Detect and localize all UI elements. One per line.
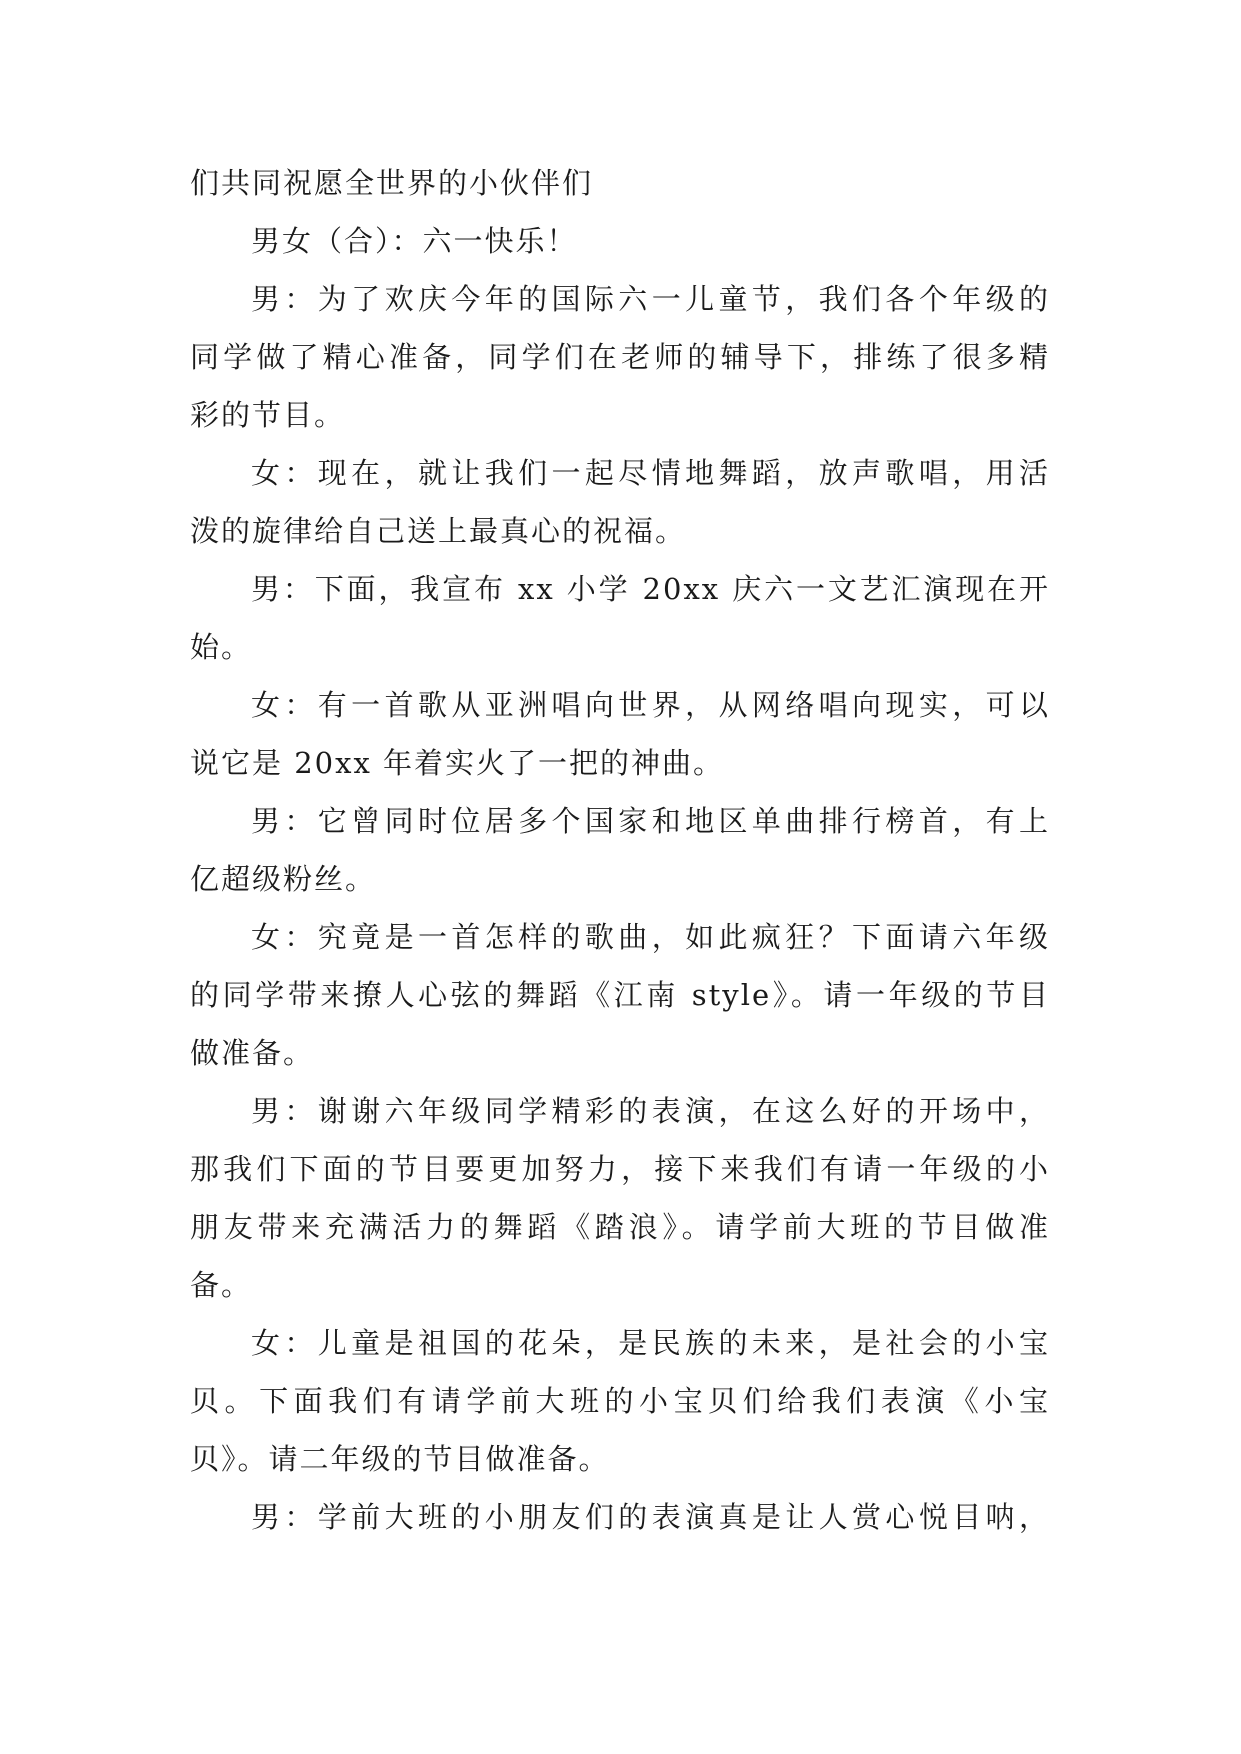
text-line: 男：为了欢庆今年的国际六一儿童节，我们各个年级的 <box>251 282 1050 316</box>
text-line: 的同学带来撩人心弦的舞蹈《江南 style》。请一年级的节目 <box>190 978 1050 1012</box>
text-line: 女：有一首歌从亚洲唱向世界，从网络唱向现实，可以 <box>251 688 1050 722</box>
text-line: 女：儿童是祖国的花朵，是民族的未来，是社会的小宝 <box>251 1326 1050 1360</box>
text-line: 贝。下面我们有请学前大班的小宝贝们给我们表演《小宝 <box>190 1384 1050 1418</box>
text-line: 男：学前大班的小朋友们的表演真是让人赏心悦目呐， <box>251 1500 1050 1534</box>
text-line: 泼的旋律给自己送上最真心的祝福。 <box>190 514 687 548</box>
text-line: 女：现在，就让我们一起尽情地舞蹈，放声歌唱，用活 <box>251 456 1050 490</box>
text-line: 始。 <box>190 630 253 664</box>
text-line: 那我们下面的节目要更加努力，接下来我们有请一年级的小 <box>190 1152 1050 1186</box>
text-line: 男：下面，我宣布 xx 小学 20xx 庆六一文艺汇演现在开 <box>251 572 1050 606</box>
text-line: 彩的节目。 <box>190 398 346 432</box>
text-line: 女：究竟是一首怎样的歌曲，如此疯狂？下面请六年级 <box>251 920 1050 954</box>
text-line: 备。 <box>190 1268 253 1302</box>
text-line: 做准备。 <box>190 1036 315 1070</box>
text-line: 贝》。请二年级的节目做准备。 <box>190 1442 610 1476</box>
text-line: 男女（合）：六一快乐！ <box>251 224 578 258</box>
text-line: 说它是 20xx 年着实火了一把的神曲。 <box>190 746 725 780</box>
text-line: 男：它曾同时位居多个国家和地区单曲排行榜首，有上 <box>251 804 1050 838</box>
text-line: 朋友带来充满活力的舞蹈《踏浪》。请学前大班的节目做准 <box>190 1210 1050 1244</box>
text-line: 男：谢谢六年级同学精彩的表演，在这么好的开场中， <box>251 1094 1050 1128</box>
text-line: 们共同祝愿全世界的小伙伴们 <box>190 166 594 200</box>
text-line: 同学做了精心准备，同学们在老师的辅导下，排练了很多精 <box>190 340 1050 374</box>
text-line: 亿超级粉丝。 <box>190 862 377 896</box>
